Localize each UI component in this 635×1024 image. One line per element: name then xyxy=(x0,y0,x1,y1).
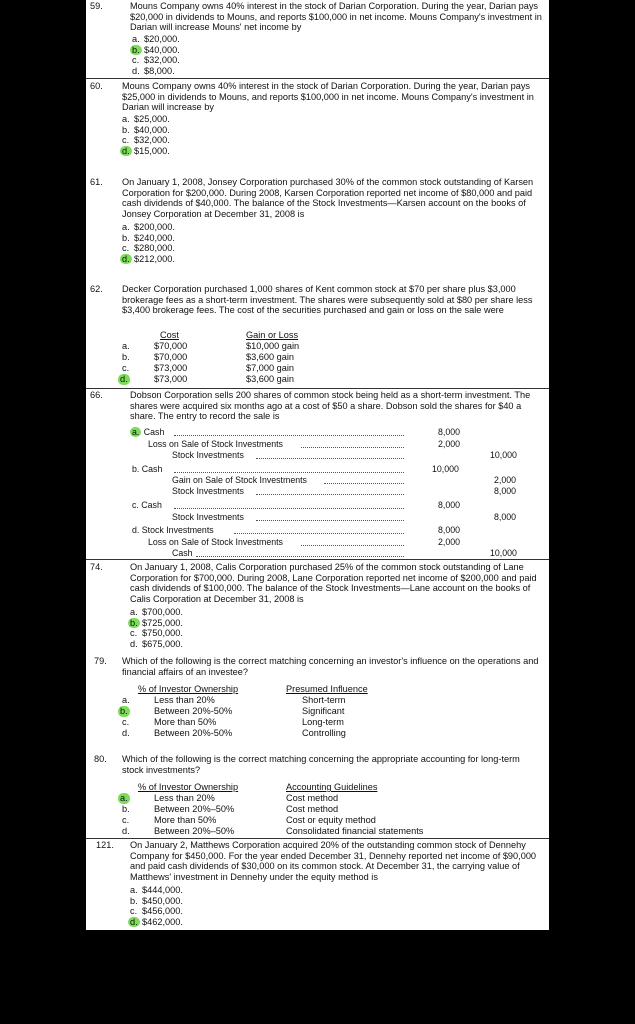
divider xyxy=(86,78,549,79)
question-number: 80. xyxy=(94,754,107,764)
divider xyxy=(86,559,549,560)
option-c[interactable]: c. $750,000. xyxy=(130,628,183,639)
option-b[interactable]: b. $240,000. xyxy=(122,232,175,243)
question-text: Dobson Corporation sells 200 shares of common stock being held as a short-term investment. The shares were acquired six months ago at a cost of $50 a share. Dobson sold the shares for $40 a share. The entry to record the sale is xyxy=(130,390,531,422)
question-number: 66. xyxy=(90,390,103,400)
option-c[interactable]: c. $280,000. xyxy=(122,243,175,254)
option-c[interactable]: c. $456,000. xyxy=(130,906,183,917)
answer-table xyxy=(122,330,422,385)
column-header-guidelines: Accounting Guidelines xyxy=(286,782,378,792)
option-d[interactable]: d. $212,000. xyxy=(122,253,175,264)
question-number: 121. xyxy=(96,840,114,850)
answer-table xyxy=(122,782,452,837)
option-b[interactable]: b. $450,000. xyxy=(130,895,183,906)
option-d[interactable]: d. $15,000. xyxy=(122,145,170,156)
column-header-ownership: % of Investor Ownership xyxy=(138,684,239,694)
option-b[interactable]: b. $40,000. xyxy=(132,44,180,55)
question-text: On January 2, Matthews Corporation acquired 20% of the outstanding common stock of Dennehy Company for $450,000. For the year ended December 31, Dennehy reported net income of $90,000 and paid cash dividends of $30,000 on its common stock. At December 31, the carrying value of Matthews' investment in Dennehy under the equity method is xyxy=(130,840,537,882)
question-text: On January 1, 2008, Calis Corporation purchased 25% of the common stock outstanding of Lane Corporation for $700,000. During 2008, Lane Corporation reported net income of $200,000 and paid cash dividends of $100,000. The balance of the Stock Investments—Lane account on the books of Calis Corporation at December 31, 2008 is xyxy=(130,562,537,604)
answer-highlight: b. xyxy=(132,44,140,55)
answer-highlight: d. xyxy=(120,374,128,384)
option-d[interactable]: d. $675,000. xyxy=(130,638,183,649)
answer-highlight: a. xyxy=(132,427,140,437)
divider xyxy=(86,388,549,389)
option-a[interactable]: a. $20,000. xyxy=(132,34,180,44)
option-b[interactable]: b. $70,000 $3,600 gain xyxy=(122,352,295,362)
option-c[interactable]: c. More than 50% Long-term xyxy=(122,717,344,727)
question-text: Mouns Company owns 40% interest in the stock of Darian Corporation. During the year, Darian pays $20,000 in dividends to Mouns, and reports $100,000 in net income. Mouns Company's investment in Darian will increase Mouns' net income by xyxy=(130,1,542,33)
answer-highlight: d. xyxy=(122,253,130,264)
option-b[interactable]: b. $40,000. xyxy=(122,124,170,135)
option-d[interactable]: d. $8,000. xyxy=(132,65,175,76)
option-d[interactable]: d. $73,000 $3,600 gain xyxy=(120,374,295,384)
question-text: Decker Corporation purchased 1,000 shares of Kent common stock at $70 per share plus $3,000 brokerage fees as a short-term investment. The shares were subsequently sold at $80 per share less $3,400 brokerage fees. The cost of the securities purchased and gain or loss on the sale were xyxy=(122,284,533,316)
column-header-cost: Cost xyxy=(160,330,179,340)
question-text: Mouns Company owns 40% interest in the stock of Darian Corporation. During the year, Darian pays $25,000 in dividends to Mouns, and reports $100,000 in net income. Mouns Company's investment in Darian will increase by xyxy=(122,81,534,113)
question-number: 60. xyxy=(90,81,103,91)
option-a[interactable]: a. $200,000. xyxy=(122,222,175,232)
option-b[interactable]: b. Between 20%–50% Cost method xyxy=(122,804,339,814)
option-a[interactable]: a. $700,000. xyxy=(130,607,183,617)
column-header-ownership: % of Investor Ownership xyxy=(138,782,239,792)
option-a[interactable]: a. Less than 20% Short-term xyxy=(122,695,346,705)
answer-highlight: b. xyxy=(130,617,138,628)
question-number: 74. xyxy=(90,562,103,572)
option-b[interactable]: b. $725,000. xyxy=(130,617,183,628)
option-a[interactable]: a. $70,000 $10,000 gain xyxy=(122,341,300,351)
option-c[interactable]: c. $73,000 $7,000 gain xyxy=(122,363,295,373)
divider xyxy=(86,838,549,839)
option-a[interactable]: a. $25,000. xyxy=(122,114,170,124)
answer-highlight: b. xyxy=(120,706,128,716)
question-text: On January 1, 2008, Jonsey Corporation purchased 30% of the common stock outstanding of Karsen Corporation for $200,000. During 2008, Karsen Corporation reported net income of $80,000 and paid cash dividends of $40,000. The balance of the Stock Investments—Karsen account on the books of Jonsey Corporation at December 31, 2008 is xyxy=(122,177,534,219)
option-d[interactable]: d. $462,000. xyxy=(130,916,183,927)
option-d[interactable]: d. Between 20%–50% Consolidated financial statements xyxy=(122,826,424,836)
answer-highlight: d. xyxy=(130,916,138,927)
answer-table xyxy=(122,684,442,739)
answer-highlight: d. xyxy=(122,145,130,156)
column-header-gain: Gain or Loss xyxy=(246,330,299,340)
question-number: 62. xyxy=(90,284,103,294)
question-number: 61. xyxy=(90,177,103,187)
question-text: Which of the following is the correct matching concerning the appropriate accounting for long-term stock investments? xyxy=(122,754,520,775)
option-c[interactable]: c. $32,000. xyxy=(132,55,180,66)
option-a[interactable]: a. Less than 20% Cost method xyxy=(120,793,339,803)
option-b[interactable]: b. Between 20%-50% Significant xyxy=(120,706,345,716)
option-c[interactable]: c. More than 50% Cost or equity method xyxy=(122,815,376,825)
option-c[interactable]: c. $32,000. xyxy=(122,135,170,146)
question-number: 59. xyxy=(90,1,103,11)
question-number: 79. xyxy=(94,656,107,666)
option-d[interactable]: d. Between 20%-50% Controlling xyxy=(122,728,346,738)
document-page: 59. Mouns Company owns 40% interest in the stock of Darian Corporation. During the year, Darian pays $20,000 in dividends to Mouns, and reports $100,000 in net income. Mouns Company's investment in Darian will increase Mouns' net income by a. $20,000. b. $40,000. c. $32,000. d. $8,000. 60. Mouns Company owns 40% interest in the stock of Darian Corporation. During the year, Darian pays $25,000 in dividends to Mouns, and reports $100,000 in net income. Mouns Company's investment in Darian will increase by a. $25,000. b. $40,000. c. $32,000. d. $15,000. 61. On January 1, 2008, Jonsey Corporation purchased 30% of the common stock outstanding of Karsen Corporation for $200,000. During 2008, Karsen Corporation reported net income of $80,000 and paid cash dividends of $40,000. The balance of the Stock Investments—Karsen account on the books of Jonsey Corporation at December 31, 2008 is a. $200,000. b. $240,000. c. $280,000. d. $212,000. 62. Decker Corporation purchased 1,000 shares of Kent common stock at $70 per share plus $3,000 brokerage fees as a short-term investment. The shares were subsequently sold at $80 per share less $3,400 brokerage fees. The cost of the securities purchased and gain or loss on the sale were Cost Gain or Loss a. $70,000 $10,000 gain b. $70,000 $3,600 gain c. $73,000 $7,000 gain d. $73,000 $3,600 gain 66. Dobson Corporation sells 200 shares of common stock being held as a short-term investment. The shares were acquired six months ago at a cost of $50 a share. Dobson sold the shares for $40 a share. The entry to record the sale is a. Cash 8,000 Loss on Sale of Stock Investments 2,000 Stock Investments 10,000 b. Cash 10,000 Gain on Sale of Stock Investments 2,000 Stock Investments 8,000 c. Cash 8,000 Stock Investments 8,000 d. Stock Investments 8,000 Loss on Sale of Stock Investments 2,000 Cash 10,000 74. On January 1, 2008, Calis Corporation purchased 25% of the common stock outstanding of Lane Corporation for $700,000. During 2008, Lane Corporation reported net income of $200,000 and paid cash dividends of $100,000. The balance of the Stock Investments—Lane account on the books of Calis Corporation at December 31, 2008 is a. $700,000. b. $725,000. c. $750,000. d. $675,000. 79. Which of the following is the correct matching concerning an investor's influence on the operations and financial affairs of an investee? % of Investor Ownership Presumed Influence a. Less than 20% Short-term b. Between 20%-50% Significant c. More than 50% Long-term d. Between 20%-50% Controlling 80. Which of the following is the correct matching concerning the appropriate accounting for long-term stock investments? % of Investor Ownership Accounting Guidelines a. Less than 20% Cost method b. Between 20%–50% Cost method c. More than 50% Cost or equity method d. Between 20%–50% Consolidated financial statements 121. On January 2, Matthews Corporation acquired 20% of the outstanding common stock of Dennehy Company for $450,000. For the year ended December 31, Dennehy reported net income of $90,000 and paid cash dividends of $30,000 on its common stock. At December 31, the carrying value of Matthews' investment in Dennehy under the equity method is a. $444,000. b. $450,000. c. $456,000. d. $462,000. xyxy=(86,0,549,930)
option-a[interactable]: a. $444,000. xyxy=(130,885,183,895)
question-text: Which of the following is the correct matching concerning an investor's influence on the operations and financial affairs of an investee? xyxy=(122,656,539,677)
answer-highlight: a. xyxy=(120,793,128,803)
column-header-influence: Presumed Influence xyxy=(286,684,368,694)
